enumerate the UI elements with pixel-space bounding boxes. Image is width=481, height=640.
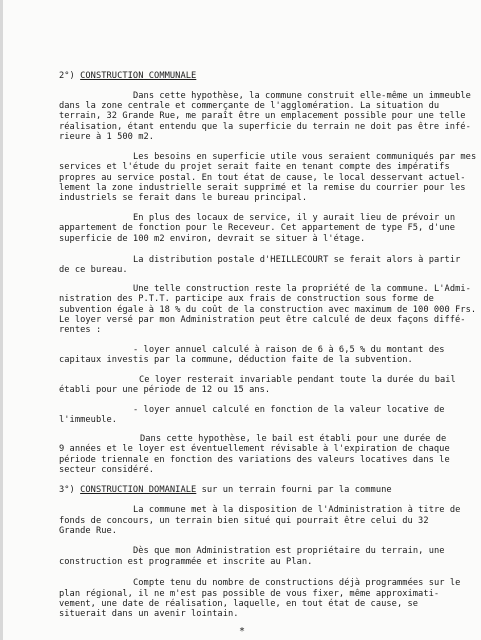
text-line: - loyer annuel calculé à raison de 6 à 6,5 % du montant des	[133, 345, 445, 355]
text-line: 9 années et le loyer est éventuellement révisable à l'expiration de chaque	[59, 444, 450, 454]
text-line: secteur considéré.	[59, 465, 155, 475]
text-line: Une telle construction reste la propriété de la commune. L'Admi-	[133, 284, 471, 294]
text-line: industriels se ferait dans le bureau principal.	[59, 193, 308, 203]
text-line: Ce loyer resterait invariable pendant toute la durée du bail	[139, 375, 456, 385]
text-line: Grande Rue.	[59, 526, 118, 536]
text-line: Le loyer versé par mon Administration peut être calculé de deux façons diffé-	[59, 315, 466, 325]
text-line: Dans cette hypothèse, la commune construit elle-même un immeuble	[133, 91, 471, 101]
section-2-number: 2°)	[59, 71, 75, 81]
text-line: fonds de concours, un terrain bien situé qui pourrait être celui du 32	[59, 516, 429, 526]
text-line: situerait dans un avenir lointain.	[59, 609, 239, 619]
text-line: dans la zone centrale et commerçante de l'agglomération. La situation du	[59, 101, 440, 111]
text-line: propres au service postal. En tout état de cause, le local desservant actuel-	[59, 173, 466, 183]
section-3-heading	[59, 485, 392, 496]
text-line: Compte tenu du nombre de constructions déjà programmées sur le	[133, 578, 461, 588]
text-line: Dès que mon Administration est propriétaire du terrain, une	[133, 546, 445, 556]
text-line: établi pour une période de 12 ou 15 ans.	[59, 385, 271, 395]
text-line: construction est programmée et inscrite au Plan.	[59, 557, 313, 567]
text-line: services et l'étude du projet serait faite en tenant compte des impératifs	[59, 162, 450, 172]
text-line: appartement de fonction pour le Receveur. Cet appartement de type F5, d'une	[59, 223, 456, 233]
text-line: lement la zone industrielle serait supprimé et la remise du courrier pour les	[59, 183, 466, 193]
text-line: vement, une date de réalisation, laquelle, en tout état de cause, se	[59, 599, 419, 609]
text-line: rentes :	[59, 325, 102, 335]
section-3-number: 3°)	[59, 485, 75, 495]
text-line: La distribution postale d'HEILLECOURT se ferait alors à partir	[133, 255, 461, 265]
text-line: Les besoins en superficie utile vous seraient communiqués par mes	[133, 152, 477, 162]
text-line: l'immeuble.	[59, 415, 118, 425]
text-line: La commune met à la disposition de l'Administration à titre de	[133, 505, 461, 515]
text-line: - loyer annuel calculé en fonction de la valeur locative de	[133, 405, 445, 415]
text-line: période triennale en fonction des variations des valeurs locatives dans le	[59, 455, 450, 465]
text-line: Dans cette hypothèse, le bail est établi pour une durée de	[140, 434, 447, 444]
section-2-title: CONSTRUCTION COMMUNALE	[80, 71, 197, 81]
text-line: rieure à 1 500 m2.	[59, 132, 155, 142]
text-line: terrain, 32 Grande Rue, me paraît être un emplacement possible pour une telle	[59, 111, 466, 121]
text-line: de ce bureau.	[59, 265, 128, 275]
text-line: superficie de 100 m2 environ, devrait se situer à l'étage.	[59, 234, 366, 244]
footer-asterisk: *	[239, 626, 246, 637]
text-line: En plus des locaux de service, il y aurait lieu de prévoir un	[133, 213, 456, 223]
text-line: capitaux investis par la commune, déduction faite de la subvention.	[59, 355, 413, 365]
section-3-title-rest: sur un terrain fourni par la commune	[201, 485, 392, 495]
section-3-title: CONSTRUCTION DOMANIALE	[80, 485, 197, 495]
text-line: réalisation, étant entendu que la superficie du terrain ne doit pas être infé-	[59, 122, 471, 132]
section-2-heading	[59, 71, 196, 82]
text-line: nistration des P.T.T. participe aux frais de construction sous forme de	[59, 294, 434, 304]
text-line: subvention égale à 18 % du coût de la construction avec maximum de 100 000 Frs.	[59, 305, 477, 315]
text-line: plan régional, il ne m'est pas possible de vous fixer, même approximati-	[59, 589, 440, 599]
